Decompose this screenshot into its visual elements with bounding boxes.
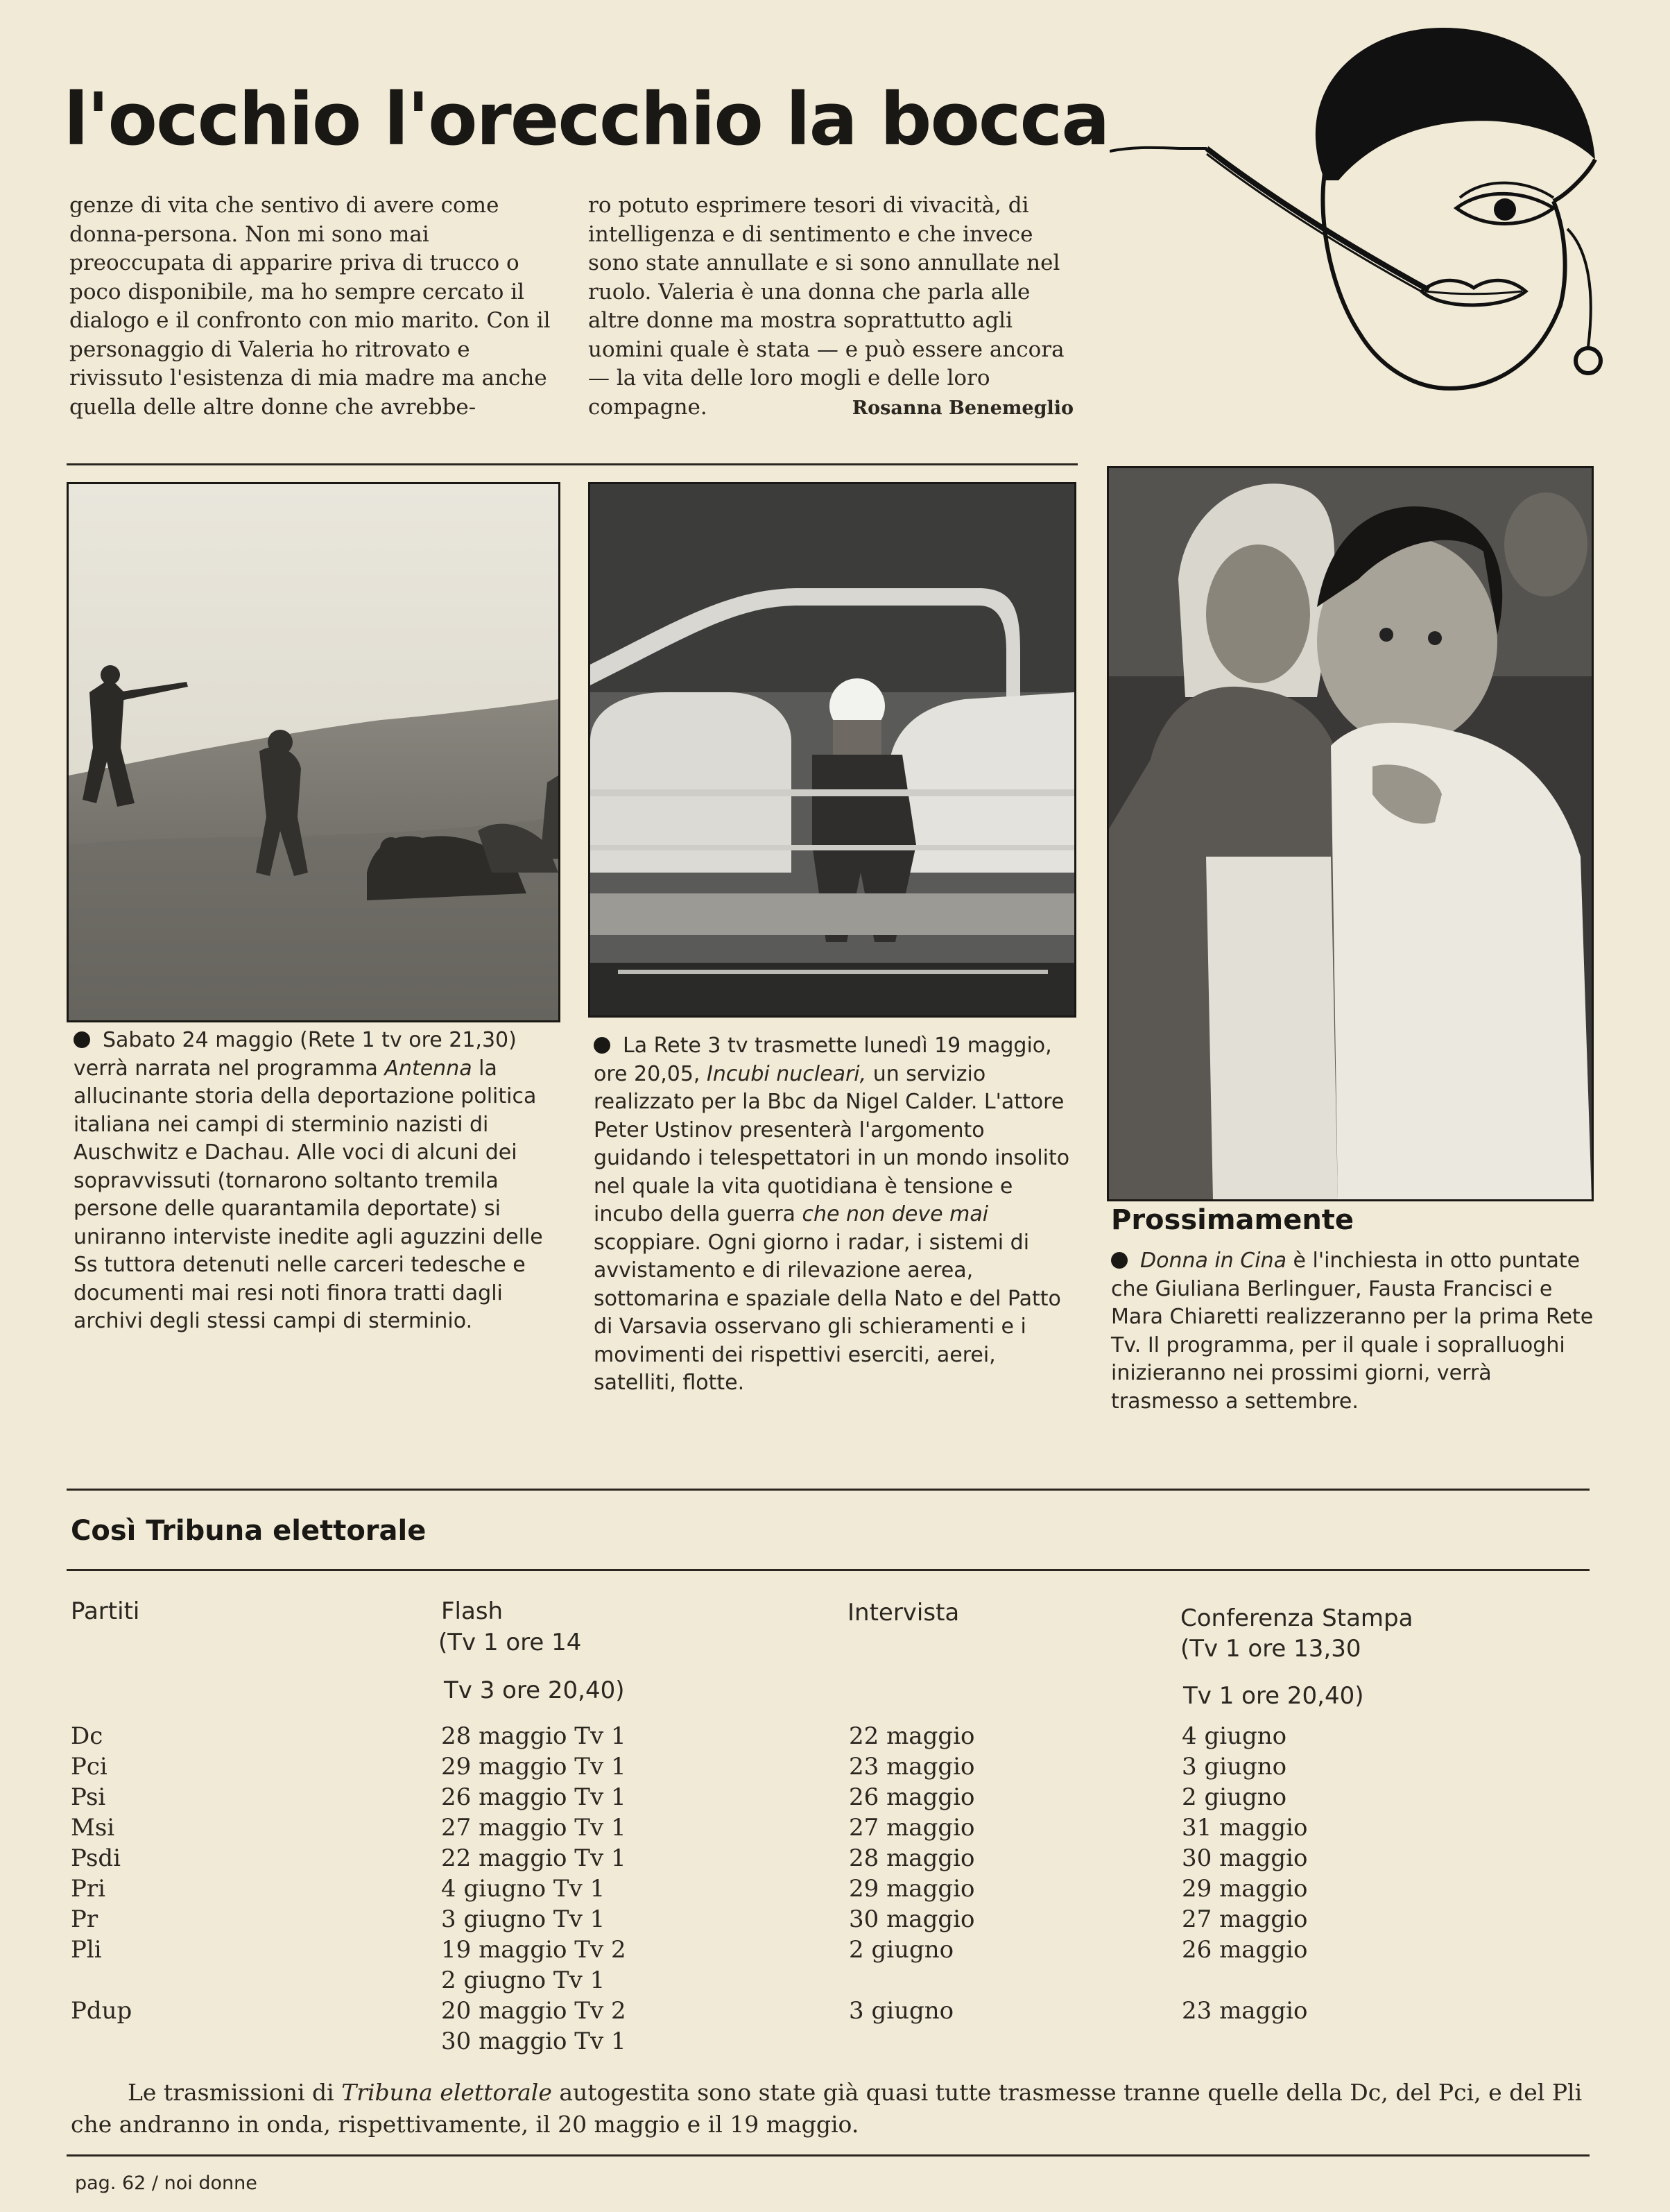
- intervista-cell: 28 maggio: [849, 1844, 975, 1872]
- party-cell: Pli: [71, 1936, 102, 1964]
- intervista-cell: 3 giugno: [849, 1997, 954, 2025]
- intervista-cell: 26 maggio: [849, 1783, 975, 1811]
- tribuna-note: Le trasmissioni di Tribuna elettorale autogestita sono state già quasi tutte trasmesse tranne quelle della Dc, del Pci, e del Pli che andranno in onda, rispettivamente, il 20 maggio e il 19 maggio.: [71, 2079, 1583, 2138]
- conferenza-cell: 27 maggio: [1182, 1905, 1308, 1933]
- intro-column-1: [69, 191, 555, 422]
- party-cell: Msi: [71, 1814, 115, 1842]
- photo-deportation: [67, 482, 560, 1022]
- flash-cell-2: 2 giugno Tv 1: [441, 1966, 605, 1994]
- flash-cell: 29 maggio Tv 1: [441, 1753, 626, 1781]
- caption-deportation: Sabato 24 maggio (Rete 1 tv ore 21,30) verrà narrata nel programma Antenna la allucinante storia della deportazione politica italiana nei campi di sterminio nazisti di Auschwitz e Dachau. Alle voci di alcuni dei sopravvissuti (tornarono soltanto tremila persone delle quarantamila deportate) si uniranno interviste inedite agli aguzzini delle Ss tuttora detenuti nelle carceri tedesche e documenti mai resi noti finora tratti dagli archivi degli stessi campi di sterminio.: [74, 1028, 543, 1333]
- flash-cell: 22 maggio Tv 1: [441, 1844, 626, 1872]
- photo-women-china: [1107, 466, 1594, 1201]
- conferenza-cell: 2 giugno: [1182, 1783, 1287, 1811]
- party-cell: Dc: [71, 1722, 103, 1750]
- flash-cell-2: 30 maggio Tv 1: [441, 2027, 626, 2055]
- conferenza-cell: 31 maggio: [1182, 1814, 1308, 1842]
- flash-cell: 28 maggio Tv 1: [441, 1722, 626, 1750]
- caption-nuclear: La Rete 3 tv trasmette lunedì 19 maggio, ore 20,05, Incubi nucleari, un servizio realizzato per la Bbc da Nigel Calder. L'attore Peter Ustinov presenterà l'argomento guidando i telespettatori in un mondo insolito nel quale la vita quotidiana è tensione e incubo della guerra che non deve mai scoppiare. Ogni giorno i radar, i sistemi di avvistamento e di rilevazione aerea, sottomarina e spaziale della Nato e del Patto di Varsavia osservano gli schieramenti e i movimenti dei rispettivi eserciti, aerei, satelliti, flotte.: [594, 1034, 1070, 1395]
- flash-cell: 27 maggio Tv 1: [441, 1814, 626, 1842]
- bullet-icon: [594, 1037, 610, 1054]
- col-head-flash-sub1: (Tv 1 ore 14: [438, 1629, 582, 1656]
- intervista-cell: 22 maggio: [849, 1722, 975, 1750]
- conferenza-cell: 4 giugno: [1182, 1722, 1287, 1750]
- col-head-conf-sub2: Tv 1 ore 20,40): [1183, 1682, 1364, 1710]
- col-head-flash: Flash: [441, 1597, 503, 1625]
- party-cell: Psdi: [71, 1844, 121, 1872]
- party-cell: Psi: [71, 1783, 106, 1811]
- party-cell: Pr: [71, 1905, 98, 1933]
- prossimamente-heading: Prossimamente: [1111, 1204, 1354, 1236]
- intro-column-2: [588, 191, 1074, 423]
- party-cell: Pdup: [71, 1997, 132, 2025]
- col-head-conf-sub1: (Tv 1 ore 13,30: [1180, 1635, 1361, 1663]
- photo-nuclear-worker: [588, 482, 1076, 1018]
- page-title: l'occhio l'orecchio la bocca: [64, 77, 1109, 162]
- intro-text-1: genze di vita che sentivo di avere come donna-persona. Non mi sono mai preoccupata di apparire priva di trucco o poco disponibile, ma ho sempre cercato il dialogo e il confronto con mio marito. Con il personaggio di Valeria ho ritrovato e rivissuto l'esistenza di mia madre ma anche quella delle altre donne che avrebbe-: [69, 193, 551, 420]
- intervista-cell: 29 maggio: [849, 1875, 975, 1903]
- intervista-cell: 23 maggio: [849, 1753, 975, 1781]
- page-footer: pag. 62 / noi donne: [75, 2172, 257, 2194]
- col-head-intervista: Intervista: [847, 1599, 960, 1627]
- divider-top: [67, 463, 1078, 465]
- conferenza-cell: 23 maggio: [1182, 1997, 1308, 2025]
- divider-tribuna: [67, 1569, 1590, 1571]
- flash-cell: 20 maggio Tv 2: [441, 1997, 626, 2025]
- flash-cell: 3 giugno Tv 1: [441, 1905, 605, 1933]
- party-cell: Pri: [71, 1875, 106, 1903]
- conferenza-cell: 26 maggio: [1182, 1936, 1308, 1964]
- conferenza-cell: 3 giugno: [1182, 1753, 1287, 1781]
- flash-cell: 26 maggio Tv 1: [441, 1783, 626, 1811]
- flash-cell: 4 giugno Tv 1: [441, 1875, 605, 1903]
- party-cell: Pci: [71, 1753, 107, 1781]
- face-illustration: [1110, 0, 1670, 416]
- col-head-partiti: Partiti: [71, 1597, 140, 1625]
- tribuna-heading: Così Tribuna elettorale: [71, 1515, 427, 1547]
- divider-middle: [67, 1489, 1590, 1491]
- col-head-conferenza: Conferenza Stampa: [1180, 1604, 1413, 1632]
- intervista-cell: 2 giugno: [849, 1936, 954, 1964]
- intervista-cell: 27 maggio: [849, 1814, 975, 1842]
- divider-bottom: [67, 2154, 1590, 2157]
- bullet-icon: [1111, 1252, 1128, 1269]
- conferenza-cell: 29 maggio: [1182, 1875, 1308, 1903]
- conferenza-cell: 30 maggio: [1182, 1844, 1308, 1872]
- intervista-cell: 30 maggio: [849, 1905, 975, 1933]
- author-signature: Rosanna Benemeglio: [852, 397, 1074, 419]
- intro-text-2: ro potuto esprimere tesori di vivacità, di intelligenza e di sentimento e che invece sono state annullate e si sono annullate nel ruolo. Valeria è una donna che parla alle altre donne ma mostra soprattutto agli uomini quale è stata — e può essere ancora — la vita delle loro mogli e delle loro compagne.: [588, 193, 1065, 420]
- flash-cell: 19 maggio Tv 2: [441, 1936, 626, 1964]
- col-head-flash-sub2: Tv 3 ore 20,40): [444, 1677, 625, 1704]
- bullet-icon: [74, 1031, 90, 1048]
- caption-china: Donna in Cina è l'inchiesta in otto puntate che Giuliana Berlinguer, Fausta Francisci e Mara Chiaretti realizzeranno per la prima Rete Tv. Il programma, per il quale i sopralluoghi inizieranno nei prossimi giorni, verrà trasmesso a settembre.: [1111, 1249, 1594, 1414]
